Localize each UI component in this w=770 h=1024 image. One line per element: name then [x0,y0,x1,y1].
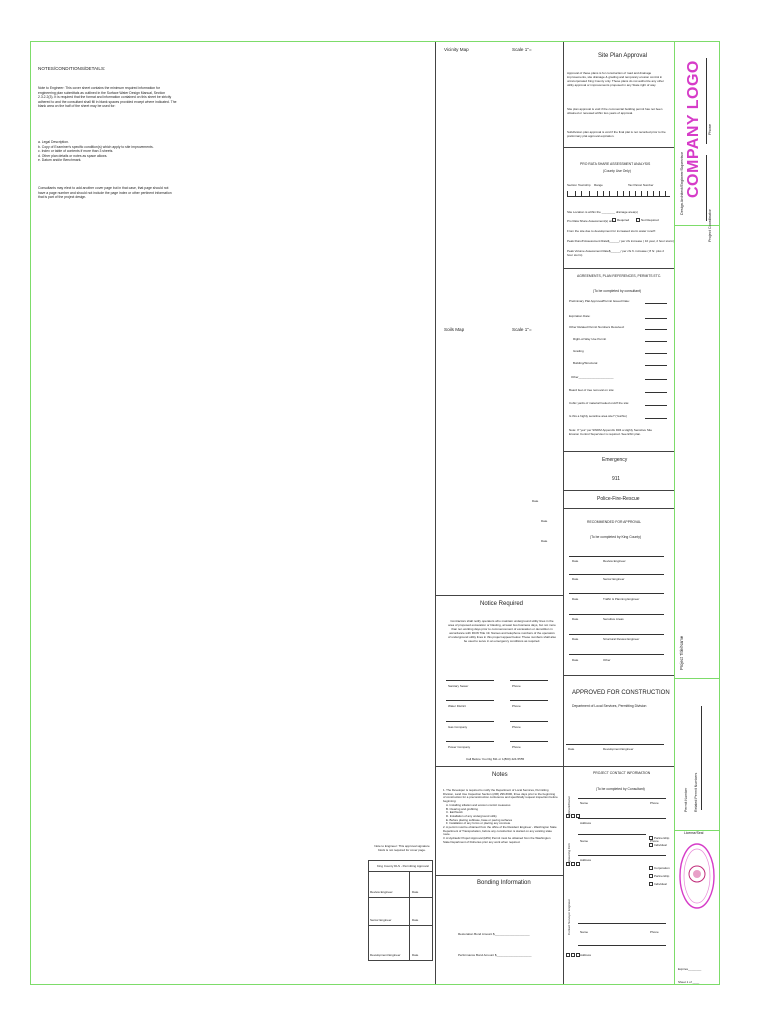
kc-box-header: King County DLS - Permitting Approval [377,864,429,868]
row-date: Date [572,637,579,641]
expiration-date: Expiration Date: [569,314,591,318]
phone-line[interactable] [510,680,548,681]
name-line[interactable] [578,834,646,835]
peak-volume: Peak Volume Assessment Rate$______/ per cfs ft. increase ( 8 hr. plus 2 hour storm) [567,249,665,257]
contact-sub: (To be completed by Consultant) [596,787,645,791]
name-line[interactable] [578,855,666,856]
divider-mid [563,42,564,984]
divider-titleblock [674,42,675,984]
required-option[interactable]: Required [612,218,629,223]
individual-checkbox[interactable] [649,882,653,886]
approved-title: APPROVED FOR CONSTRUCTION [572,690,670,696]
corporation-option[interactable]: Corporation [649,866,670,871]
site-plan-title: Site Plan Approval [598,53,648,59]
power-company: Power Company [448,745,471,749]
section-label: Section [567,183,578,187]
note-item: A. Installing siltation and erosion control measures [446,802,511,807]
date-label: Date [532,499,539,503]
partnership-checkbox[interactable] [649,874,653,878]
police-line [564,508,674,509]
kc-date: Date [412,953,419,957]
kc-box-line [368,871,433,872]
note-item: E. Before placing subbase, base or paving surfaces [446,817,513,822]
sensitive-area: Is this a highly sensitive area site? (Yes/No) [569,414,627,418]
individual-option[interactable]: Individual [649,882,667,887]
not-required-option[interactable]: Not Required [636,218,659,223]
notes-list-title: Notes [492,772,508,778]
notes-list-item: d. Other plan details or notes as space allows. [38,153,108,158]
emergency-number: 911 [612,476,620,482]
note-item: 1. The Developer is required to notify the Department of Local Services, Permitting Division, Land Use Inspection Section (206) 296-6600, three days prior to the beginning of construction for a preconstruction conference and specifically request inspection before beginning: [443,788,558,804]
utility-line[interactable] [446,680,494,681]
emergency-separator [564,451,674,452]
vicinity-map-label: Vicinity Map [444,47,469,52]
restoration-bond: Restoration Bond Amount $_____________________ [458,932,530,936]
range-label: Range [594,183,603,187]
other-permits-line[interactable] [645,329,667,330]
notes-items [443,789,558,845]
grading: Grading [573,349,584,353]
checkbox[interactable] [571,814,575,818]
row-title: Senior Engineer [603,577,625,581]
tax-parcel-label: Tax Parcel Number [628,183,654,187]
phone-line[interactable] [510,700,548,701]
row-title: Review Engineer [603,559,626,563]
approved-dept: Department of Local Services, Permitting Division [572,704,647,708]
agreements-sub: (To be completed by consultant) [593,289,642,293]
approved-dev-engineer: Development Engineer [603,747,634,751]
note-item: D. Installation of any underground utility [446,813,497,818]
divider-left [435,42,436,984]
date-label: Date [541,519,548,523]
signature-line[interactable] [569,654,664,655]
utility-phone: Phone [512,704,521,708]
board-feet-line[interactable] [645,392,667,393]
titleblock-sep [675,225,719,226]
utility-phone: Phone [512,745,521,749]
notes-list-item: a. Legal Description. [38,140,69,144]
phone-line-vertical[interactable] [706,58,707,144]
gas-company: Gas Company [448,725,468,729]
kc-date: Date [412,918,419,922]
phone-label: Phone [708,124,712,135]
from-site: From the site due to development for increased storm water runoff: [567,229,656,233]
firm-address: Address [580,858,592,862]
design-approver-label: Design Architect/Engineer/Supervisor [680,152,684,215]
peak-runoff: Peak Runoff Assessment Rate$______/ per cfs increase ( 10 year, 2 hour storm) [567,239,675,243]
surveyor-address: Address [580,953,592,957]
firm-phone: Phone [650,839,659,843]
water-district: Water District [448,704,466,708]
agreements-title: AGREEMENTS, PLAN REFERENCES, PERMITS ETC. [577,274,662,278]
signature-line[interactable] [569,634,664,635]
emergency-line [564,490,674,491]
checkbox[interactable] [566,953,570,957]
recommended-sub: (To be completed by King County) [590,535,642,539]
row-line[interactable] [645,341,667,342]
sheet-number: Sheet 1 of ____ [678,980,700,984]
partnership-option[interactable]: Partnership [649,874,669,879]
date-label: Date [541,539,548,543]
vicinity-map-scale: Scale 1"= [512,47,532,52]
sensitive-line[interactable] [645,418,667,419]
expires-label: Expires________ [678,967,702,971]
other: Other_____________________ [571,375,614,379]
bonding-title: Bonding Information [477,880,531,886]
titleblock-sep [675,678,719,679]
approved-separator [564,675,674,676]
phone-line[interactable] [510,741,548,742]
row-title: Sensitive Areas [603,617,624,621]
site-plan-p1: Approval of these plans is for construction of road and drainage improvements, site drainage & grading and temporary erosion control in unincorporated King County only. These plans do not authorize any other utility approval or improvements proposed in any State right of way. [567,71,664,87]
utility-line[interactable] [446,700,494,701]
site-plan-p2: Site plan approval is void if the commercial building permit has not been obtained or renewed within two years of approval. [567,107,663,115]
parcel-number-grid[interactable] [567,191,670,197]
permit-number-label: Permit Number [684,787,688,812]
checkbox[interactable] [576,862,580,866]
soils-map-scale: Scale 1"= [512,327,532,332]
note-item: B. Clearing and grubbing [446,806,478,811]
bonding-separator [436,875,563,876]
row-date: Date [572,559,579,563]
phone-line[interactable] [510,721,548,722]
notes-list [38,140,188,163]
signature-line[interactable] [569,614,664,615]
notes-title: NOTES/CONDITIONS/DETAILS: [38,66,106,71]
note-item: C. Earthwork [446,810,463,815]
building-line[interactable] [645,365,667,366]
site-plan-separator [564,147,674,148]
prelim-plat-line[interactable] [645,303,667,304]
note-item: 2. A permit must be obtained from the office of the Resident Engineer - Washington State Department of Transportation, before any construction is started on any existing state route. [443,825,557,837]
surveyor-boxes[interactable] [566,953,581,958]
notice-separator [436,595,563,596]
pro-rata-sub: (County Use Only) [603,169,631,173]
applicant-address: Address [580,821,592,825]
signature-line[interactable] [569,593,664,594]
approved-signature-line[interactable] [566,744,664,745]
permit-line-vertical[interactable] [701,706,702,810]
corporation-checkbox[interactable] [649,866,653,870]
approved-date: Date [568,747,575,751]
kc-approval-box [368,860,433,961]
pro-rata-required: Pro Rata Share Assessment(s) are: [567,219,615,223]
required-checkbox[interactable] [612,218,616,222]
notice-title: Notice Required [480,601,524,607]
building: Building/Structural [573,361,598,365]
checkbox[interactable] [566,814,570,818]
recommended-title: RECOMMENDED FOR APPROVAL [587,520,642,524]
project-title-label: Project Title/Name [679,635,684,670]
grading-line[interactable] [645,353,667,354]
firm-name: Name [580,839,589,843]
row-date: Date [572,597,579,601]
not-required-checkbox[interactable] [636,218,640,222]
address-line[interactable] [578,818,666,819]
expiration-line[interactable] [645,318,667,319]
license-seal-label: License/Seal [684,831,704,835]
performance-bond: Performance Bond Amount $_____________________ [458,953,532,957]
partnership-option[interactable]: Partnership [649,836,669,841]
notes-list-item: e. Datum and/or Benchmark. [38,158,82,162]
row-title: Structural Review Engineer [603,637,640,641]
utility-phone: Phone [512,725,521,729]
individual-checkbox[interactable] [649,843,653,847]
other-line[interactable] [645,379,667,380]
consultants-note: Consultants may elect to add another cover page but in that case, that page should not have a page number and should not include the page index or other pertinent information that is part of the project design. [38,186,172,199]
engineering-firm-side: Engineering Firm [567,843,571,866]
emergency-title: Emergency [602,457,628,463]
row-date: Date [572,617,579,621]
name-line[interactable] [578,798,666,799]
checkbox[interactable] [566,862,570,866]
coordinator-line-vertical[interactable] [706,155,707,221]
notes-list-item: c. Index or table of contents if more than 3 sheets. [38,149,114,153]
signature-line[interactable] [569,556,664,557]
other-permits: Other Related Permit Numbers Received: [569,325,625,329]
sensitive-note: Note: If "yes" per SWDM Appendix D#4 a Highly Sensitive Site Erosion Control Supervisor is required. See ESC plan. [569,428,652,436]
address-line[interactable] [578,945,666,946]
notes-list-item: b. Copy of Examiner's specific condition(s) which apply to site improvements. [38,144,154,149]
applicant-phone: Phone [650,801,659,805]
row-title: Other [603,658,611,662]
individual-option[interactable]: Individual [649,843,667,848]
signature-line[interactable] [569,574,664,575]
surveyor-phone: Phone [650,930,659,934]
note-item: 3. A Hydraulic Project Approval (HPA) Permit must be obtained from the Washington State Department of Fisheries prior any work when required. [443,836,551,844]
project-coordinator-label: Project Coordinator [708,209,712,242]
checkbox[interactable] [571,862,575,866]
utility-phone: Phone [512,684,521,688]
surveyor-name: Name [580,930,589,934]
applicant-owner-side: Applicant/Owner [567,795,571,818]
engineer-note: Note to Engineer: This cover sheet contains the minimum required information for engineering plan submittals as outlined in the Surface Water Design Manual, Section 2.3.2.2(3). It is required that the format and information contained on this sheet be strictly adhered to and the consultant shall fill in blank spaces provided except where indicated. The blank area on the half of the sheet may be used for: [38,86,177,108]
utility-line[interactable] [446,721,494,722]
applicant-name: Name [580,801,589,805]
kc-review-engineer: Review Engineer [370,890,393,894]
row-date: Date [572,658,579,662]
township-label: Township [578,183,591,187]
kc-box-divider [409,871,410,961]
pro-rata-title: PRO RATA SHARE ASSESSMENT ANALYSIS [580,162,651,166]
kc-box-line [368,897,433,898]
kc-dev-engineer: Development Engineer [370,953,401,957]
agreements-separator [564,268,674,269]
company-logo: COMPANY LOGO [685,60,702,198]
cubic-yards: Cubic yards of material hauled on/off the site: [569,401,630,405]
notice-body: Contractors shall notify operators who maintain underground utility lines in the area of proposed excavation or blasting, at least two business days, but not more than ten working days prior to commencement of excavation or demolition in accordance with RCW Title 19. Names and telephone numbers of the operators of underground utility lines in this project appear below. These numbers shall also be used to serve in an emergency conditions as required. [448,619,557,643]
soils-map-label: Soils Map [444,327,465,332]
utility-line[interactable] [446,741,494,742]
checkbox[interactable] [571,953,575,957]
row-date: Date [572,577,579,581]
prelim-plat: Preliminary Plat Approval/Permit Issued Date: [569,299,630,303]
sanitary-sewer: Sanitary Sewer [448,684,469,688]
kc-box-note: Note to Engineer: This approval signature block is not required for cover page. [374,844,430,852]
site-location: Site Location is within the ________ drainage area(s) [567,210,638,214]
contact-separator [564,766,674,767]
right-of-way: Right-of-Way Use Permit [573,337,607,341]
kc-date: Date [412,890,419,894]
name-line[interactable] [578,923,666,924]
row-title: Traffic & Planning Engineer [603,597,640,601]
license-seal [678,840,716,920]
emergency-agencies: Police-Fire-Rescue [597,496,640,502]
firm-boxes[interactable] [566,862,581,867]
related-permits-label: Related Permit Numbers [694,772,698,812]
surveyor-side: Contact Surveyor Engineer [567,898,571,935]
notes-separator [436,766,563,767]
kc-box-line [368,925,433,926]
kc-senior-engineer: Senior Engineer [370,918,392,922]
note-item: F. Installation of any forms or placing any concrete [446,821,511,826]
board-feet: Board feet of tree removal on site: [569,388,615,392]
contact-title: PROJECT CONTACT INFORMATION [593,771,651,775]
site-plan-p3: Subdivision plan approval is void if the final plat is not recorded prior to the preliminary plat approval expiration. [567,130,666,138]
cubic-yards-line[interactable] [645,405,667,406]
call-before-dig: Call Before You Dig 811 or 1(800) 424-5555 [466,757,525,761]
